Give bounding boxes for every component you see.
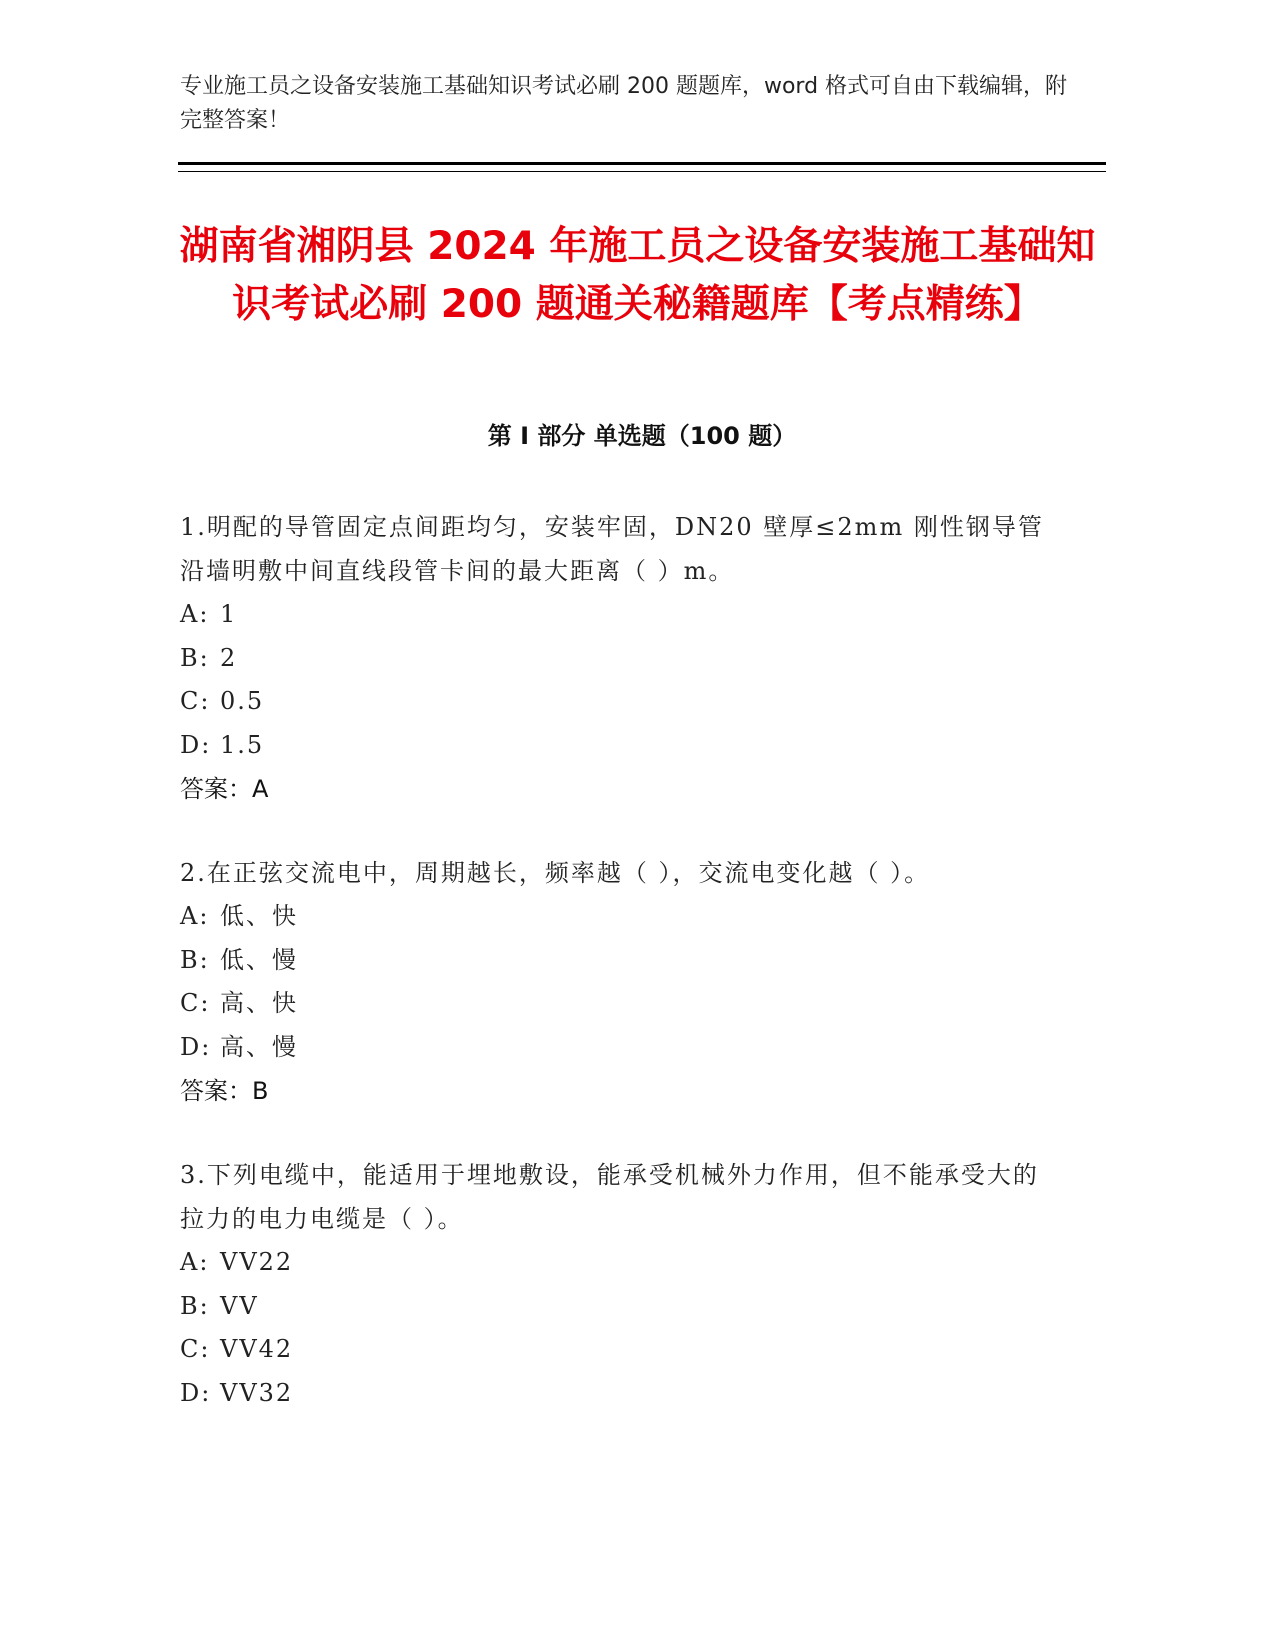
question-3 <box>180 1153 1060 1415</box>
option-text: 1 <box>220 600 238 628</box>
option-a <box>180 593 1060 637</box>
answer: 答案：B <box>180 1077 269 1105</box>
option-a <box>180 1241 1060 1285</box>
option-label: C: <box>180 1335 211 1363</box>
option-c <box>180 982 1060 1026</box>
option-c <box>180 1328 1060 1372</box>
header-note: 专业施工员之设备安装施工基础知识考试必刷 200 题题库，word 格式可自由下载编辑，附完整答案！ <box>180 74 1068 133</box>
option-label: A: <box>180 600 210 628</box>
option-text: VV22 <box>220 1248 294 1276</box>
option-text: VV <box>220 1291 259 1320</box>
option-text: 低、快 <box>220 902 298 930</box>
option-d <box>180 724 1060 768</box>
option-b <box>180 939 1060 983</box>
option-label: A: <box>180 1248 210 1276</box>
option-b <box>180 1285 1060 1329</box>
option-text: 高、慢 <box>220 1032 298 1061</box>
question-stem: 1.明配的导管固定点间距均匀，安装牢固，DN20 壁厚≤2mm 刚性钢导管沿墙明敷中间直线段管卡间的最大距离（ ）m。 <box>180 513 1044 585</box>
question-stem: 3.下列电缆中，能适用于埋地敷设，能承受机械外力作用，但不能承受大的拉力的电力电缆是（ ）。 <box>180 1161 1039 1233</box>
option-d <box>180 1372 1060 1416</box>
header-rule-thick <box>178 162 1106 165</box>
document-title: 湖南省湘阴县 2024 年施工员之设备安装施工基础知识考试必刷 200 题通关秘籍题库【考点精练】 <box>179 224 1096 327</box>
option-text: 2 <box>220 643 238 672</box>
option-text: 1.5 <box>220 730 265 759</box>
option-text: VV42 <box>220 1335 294 1363</box>
option-a <box>180 895 1060 939</box>
question-list <box>180 505 1060 1455</box>
option-label: B: <box>180 643 210 672</box>
option-label: D: <box>180 1378 212 1407</box>
option-label: D: <box>180 1032 212 1061</box>
answer: 答案：A <box>180 775 269 803</box>
option-label: A: <box>180 902 210 930</box>
option-text: 高、快 <box>220 989 298 1017</box>
option-text: 低、慢 <box>220 945 298 974</box>
question-2 <box>180 851 1060 1113</box>
section-heading: 第 I 部分 单选题（100 题） <box>487 422 797 450</box>
option-label: B: <box>180 1291 210 1320</box>
option-label: D: <box>180 730 212 759</box>
question-1 <box>180 505 1060 811</box>
option-c <box>180 680 1060 724</box>
option-label: C: <box>180 687 211 715</box>
option-label: B: <box>180 945 210 974</box>
question-stem: 2.在正弦交流电中，周期越长，频率越（ ），交流电变化越（ ）。 <box>180 859 931 887</box>
option-label: C: <box>180 989 211 1017</box>
option-b <box>180 637 1060 681</box>
option-text: 0.5 <box>220 687 265 715</box>
option-d <box>180 1026 1060 1070</box>
header-rule-thin <box>178 171 1106 172</box>
option-text: VV32 <box>220 1378 294 1407</box>
